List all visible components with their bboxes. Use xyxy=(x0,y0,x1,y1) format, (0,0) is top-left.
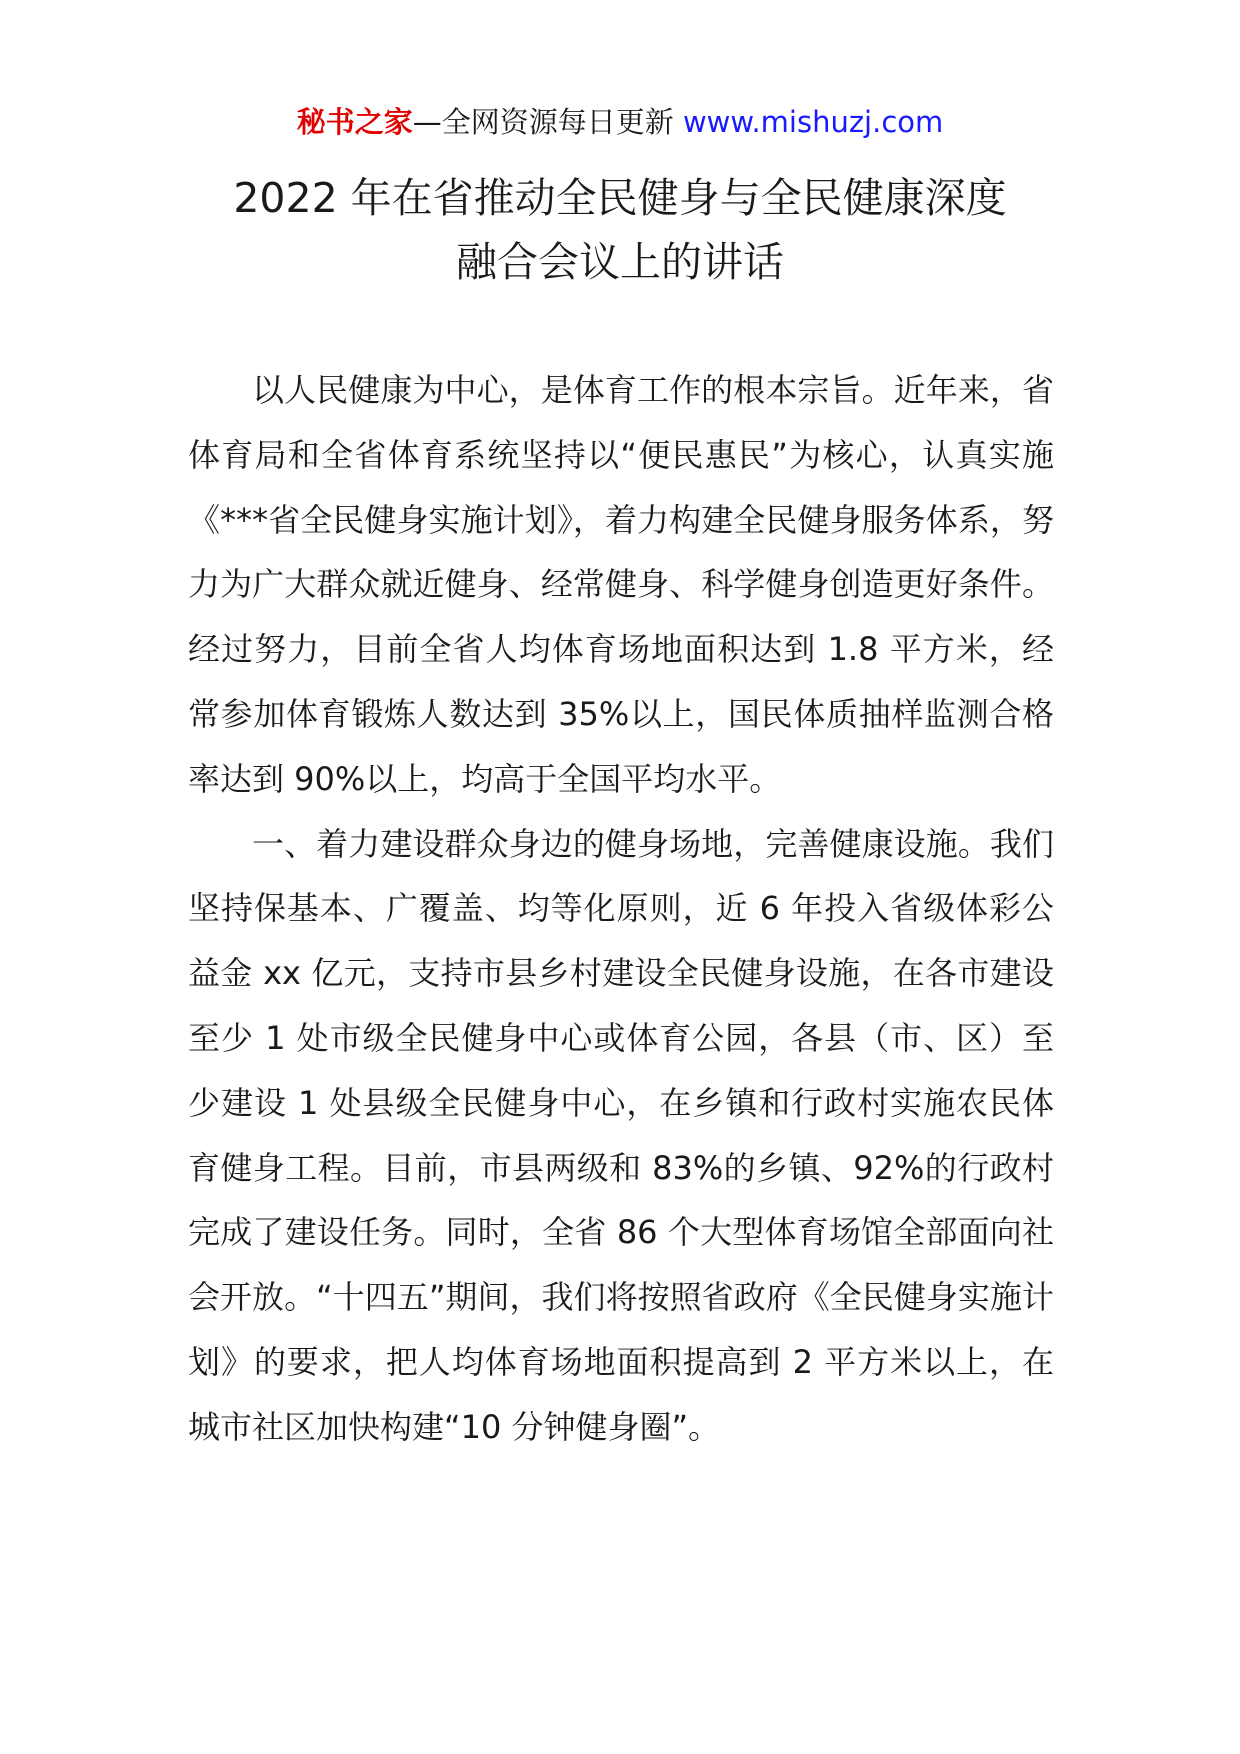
document-title xyxy=(160,166,1080,294)
brand-name: 秘书之家 xyxy=(296,105,413,139)
paragraph-section-1: 一、着力建设群众身边的健身场地，完善健康设施。我们坚持保基本、广覆盖、均等化原则，近 6 年投入省级体彩公益金 xx 亿元，支持市县乡村建设全民健身设施，在各市建设至少 1 处市级全民健身中心或体育公园，各县（市、区）至少建设 1 处县级全民健身中心，在乡镇和行政村实施农民体育健身工程。目前，市县两级和 83%的乡镇、92%的行政村完成了建设任务。同时，全省 86 个大型体育场馆全部面向社会开放。“十四五”期间，我们将按照省政府《全民健身实施计划》的要求，把人均体育场地面积提高到 2 平方米以上，在城市社区加快构建“10 分钟健身圈”。 xyxy=(188,824,1054,1446)
site-url: www.mishuzj.com xyxy=(682,105,944,139)
site-header xyxy=(0,102,1240,142)
header-tagline: —全网资源每日更新 xyxy=(412,105,683,139)
paragraph-intro: 以人民健康为中心，是体育工作的根本宗旨。近年来，省体育局和全省体育系统坚持以“便民惠民”为核心，认真实施《***省全民健身实施计划》，着力构建全民健身服务体系，努力为广大群众就近健身、经常健身、科学健身创造更好条件。经过努力，目前全省人均体育场地面积达到 1.8 平方米，经常参加体育锻炼人数达到 35%以上，国民体质抽样监测合格率达到 90%以上，均高于全国平均水平。 xyxy=(188,371,1054,798)
title-line-2: 融合会议上的讲话 xyxy=(456,238,784,286)
document-body xyxy=(188,358,1054,1460)
title-line-1: 2022 年在省推动全民健身与全民健康深度 xyxy=(233,174,1007,222)
